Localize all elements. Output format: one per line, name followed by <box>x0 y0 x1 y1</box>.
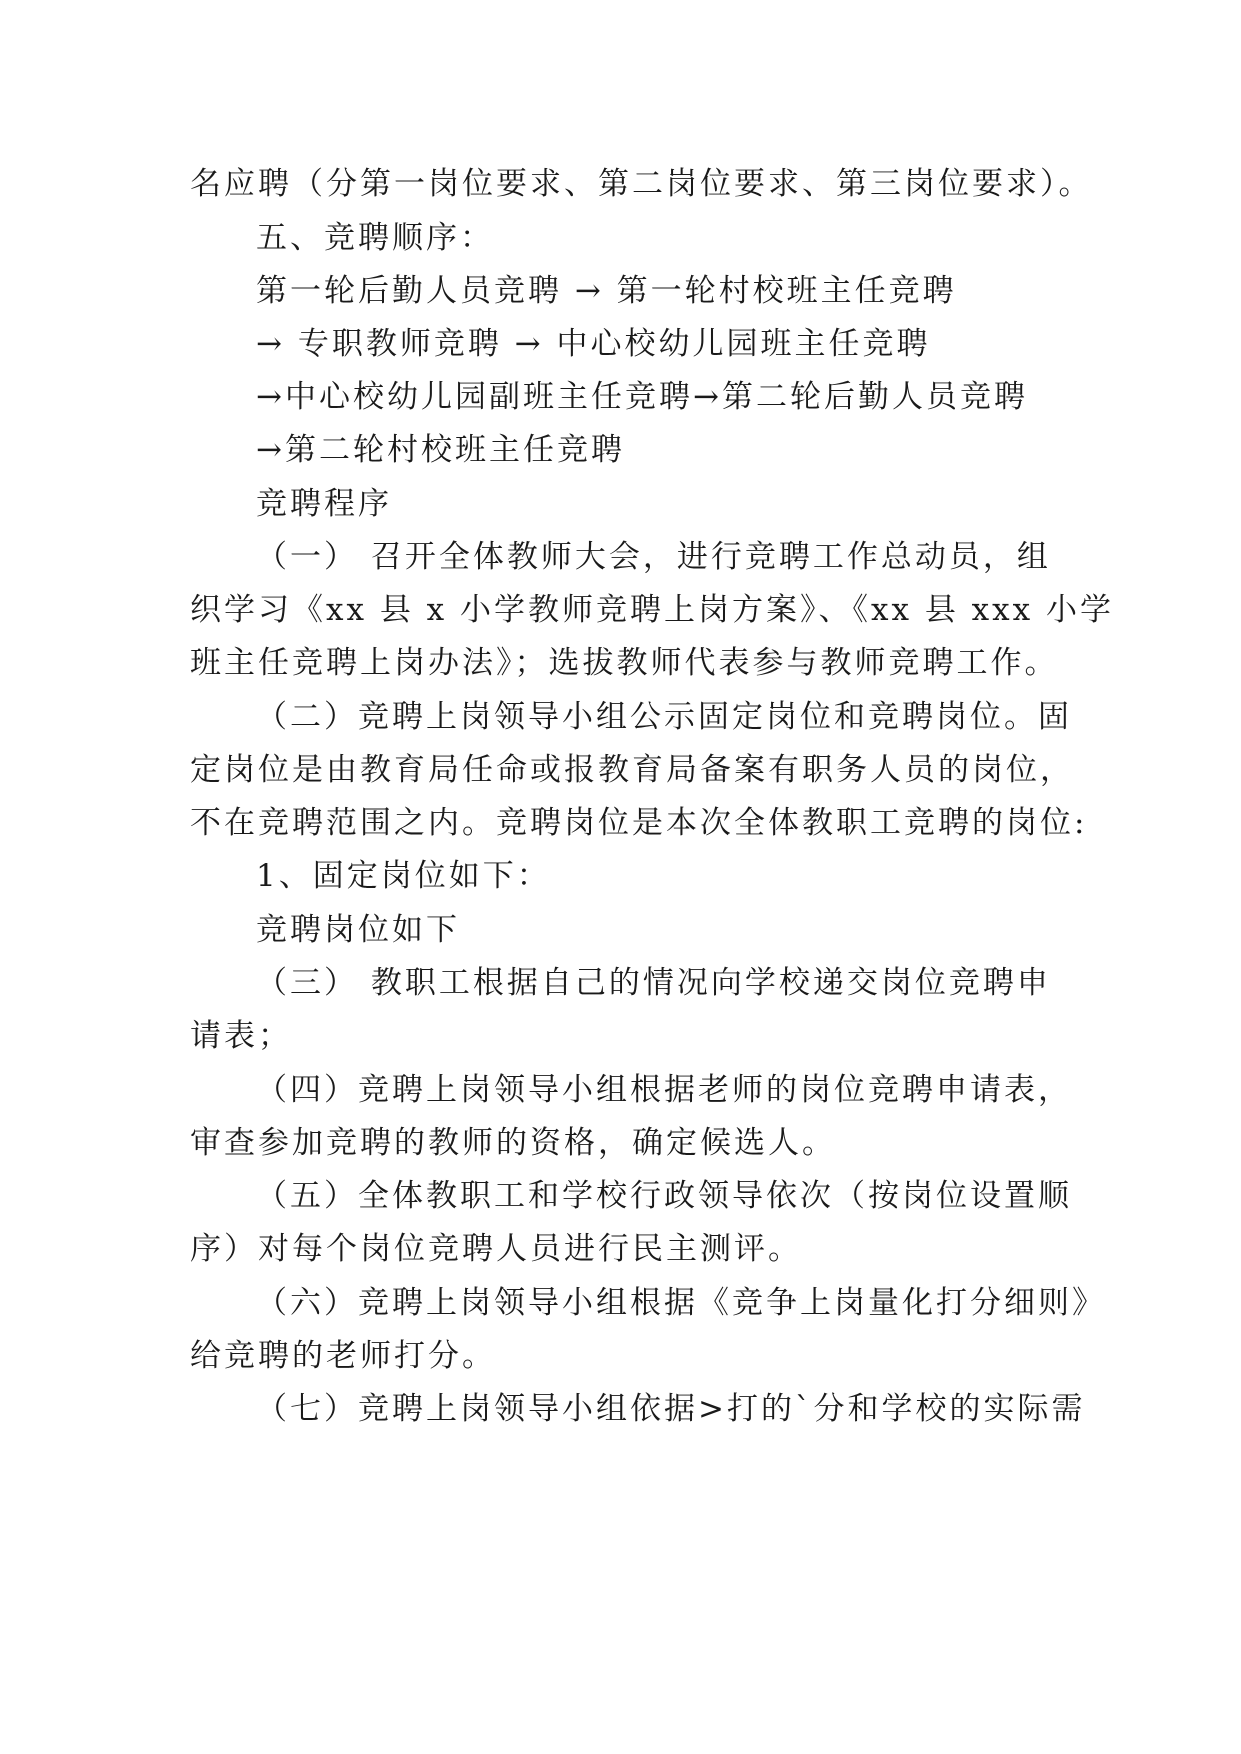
section-heading: 竞聘程序 <box>256 486 392 522</box>
body-text-line: 序）对每个岗位竞聘人员进行民主测评。 <box>190 1231 802 1267</box>
body-text-line: 不在竞聘范围之内。竞聘岗位是本次全体教职工竞聘的岗位: <box>190 805 1088 841</box>
body-text-line: 名应聘（分第一岗位要求、第二岗位要求、第三岗位要求）。 <box>190 166 1093 202</box>
body-text-line: 1、固定岗位如下： <box>256 858 551 894</box>
body-text-line: 审查参加竞聘的教师的资格，确定候选人。 <box>190 1125 836 1161</box>
body-text-line: （六）竞聘上岗领导小组根据《竞争上岗量化打分细则》 <box>256 1285 1106 1321</box>
body-text-line: （四）竞聘上岗领导小组根据老师的岗位竞聘申请表， <box>256 1072 1072 1108</box>
body-text-line: （五）全体教职工和学校行政领导依次（按岗位设置顺 <box>256 1178 1072 1214</box>
body-text-line: （七）竞聘上岗领导小组依据>打的`分和学校的实际需 <box>256 1391 1086 1427</box>
body-text-line: （二）竞聘上岗领导小组公示固定岗位和竞聘岗位。固 <box>256 699 1072 735</box>
body-text-line: 给竞聘的老师打分。 <box>190 1338 496 1374</box>
body-text-line: 班主任竞聘上岗办法》；选拔教师代表参与教师竞聘工作。 <box>190 645 1059 681</box>
body-text-line: 织学习《xx 县 x 小学教师竞聘上岗方案》、《xx 县 xxx 小学 <box>190 592 1114 628</box>
body-text-line: 定岗位是由教育局任命或报教育局备案有职务人员的岗位， <box>190 752 1074 788</box>
body-text-line: 请表； <box>190 1018 292 1054</box>
body-text-line: （三） 教职工根据自己的情况向学校递交岗位竞聘申 <box>256 965 1051 1001</box>
section-heading: 五、竞聘顺序： <box>256 220 494 256</box>
body-text-line: →中心校幼儿园副班主任竞聘→第二轮后勤人员竞聘 <box>256 379 1028 415</box>
body-text-line: 第一轮后勤人员竞聘 → 第一轮村校班主任竞聘 <box>256 273 957 309</box>
body-text-line: → 专职教师竞聘 → 中心校幼儿园班主任竞聘 <box>256 326 931 362</box>
body-text-line: →第二轮村校班主任竞聘 <box>256 432 625 468</box>
body-text-line: 竞聘岗位如下 <box>256 912 460 948</box>
body-text-line: （一） 召开全体教师大会，进行竞聘工作总动员，组 <box>256 539 1051 575</box>
